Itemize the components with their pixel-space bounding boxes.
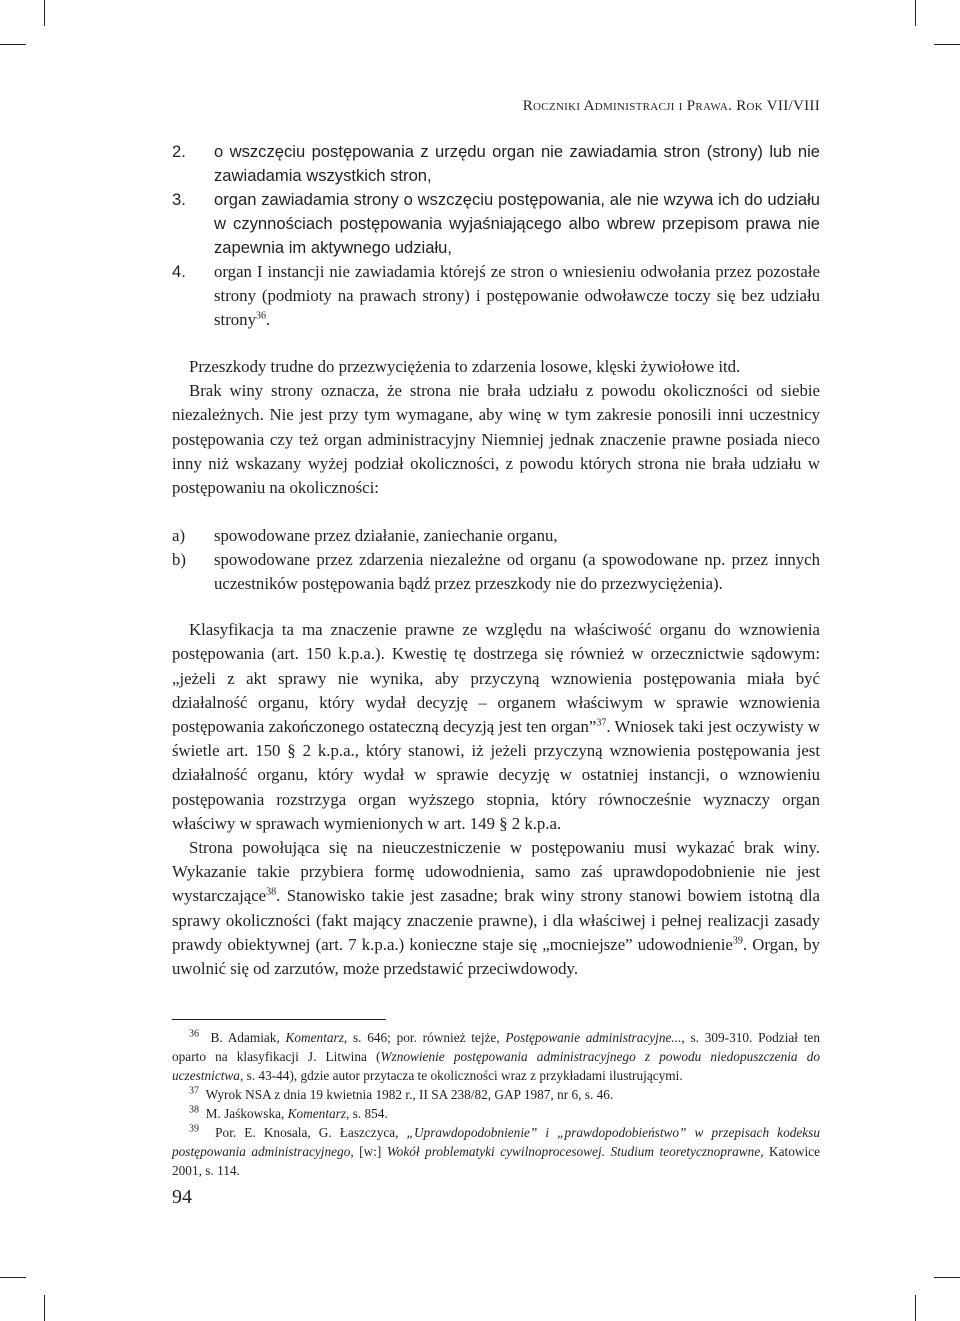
footnote-ref: 38 — [266, 886, 277, 898]
list-text-main: organ I instancji nie zawiadamia którejś ze stron o wniesieniu odwołania przez pozostałe strony (podmioty na prawach strony) i postępowanie odwoławcze toczy się bez udziału strony — [214, 262, 820, 329]
crop-mark — [0, 44, 26, 45]
paragraph: Brak winy strony oznacza, że strona nie brała udziału z powodu okoliczności od siebie niezależnych. Nie jest przy tym wymagane, aby winę w tym zakresie ponosili inni uczestnicy postępowania czy też organ administracyjny Niemniej jednak znaczenie prawne posiada nieco inny niż wskazany wyżej podział okoliczności, z powodu których strona nie brała udziału w postępowaniu na okoliczności: — [172, 381, 820, 498]
footnote-italic: „Uprawdopodobnienie” i „prawdopodobieństwo” w przepisach kodeksu postępowania administracyjnego, — [172, 1125, 820, 1160]
paragraph — [172, 836, 820, 981]
list-number: 2. — [172, 142, 186, 161]
crop-mark — [915, 0, 916, 26]
footnote-text: , s. 854. — [346, 1106, 388, 1122]
list-text: organ zawiadamia strony o wszczęciu postępowania, ale nie wzywa ich do udziału w czynnościach postępowania wyjaśniającego albo wbrew przepisom prawa nie zapewnia im aktywnego udziału, — [214, 190, 820, 257]
paragraph: Przeszkody trudne do przezwyciężenia to zdarzenia losowe, klęski żywiołowe itd. — [189, 357, 741, 376]
footnote-text: Por. E. Knosala, G. Łaszczyca, — [215, 1125, 407, 1141]
paragraph-text: Klasyfikacja ta ma znaczenie prawne ze względu na właściwość organu do wznowienia postępowania (art. 150 k.p.a.). Kwestię tę dostrzega się również w orzecznictwie sądowym: „jeżeli z akt sprawy nie wynika, aby przyczyną wznowienia postępowania miała być działalność organu, który wydał decyzję – organem właściwym w sprawie wznowienia postępowania zakończonego ostateczną decyzją jest ten organ” — [172, 620, 820, 737]
footnote-text: B. Adamiak, — [210, 1030, 286, 1046]
paragraph — [172, 618, 820, 836]
footnotes — [172, 1028, 820, 1180]
crop-mark — [44, 1295, 45, 1321]
footnote-italic: Komentarz — [285, 1030, 344, 1046]
list-text-tail: . — [265, 310, 271, 329]
footnote-text: , s. 43-44), gdzie autor przytacza te okoliczności wraz z przykładami ilustrującymi. — [239, 1068, 683, 1084]
footnote-number: 36 — [189, 1028, 199, 1040]
page-number: 94 — [172, 1186, 192, 1208]
footnote — [172, 1085, 820, 1104]
list-number: 4. — [172, 262, 186, 281]
footnote-italic: Wznowienie postępowania administracyjnego z powodu niedopuszczenia do uczestnictwa — [172, 1049, 820, 1084]
paragraph-text: . Stanowisko takie jest zasadne; brak winy strony stanowi bowiem istotną dla sprawy okoliczności (fakt mający znaczenie prawne), i dla właściwej i pełnej realizacji zasady prawdy obiektywnej (art. 7 k.p.a.) konieczne staje się „mocniejsze” udowodnienie — [172, 886, 820, 954]
paragraph-text: . Organ, by uwolnić się od zarzutów, może przedstawić przeciwdowody. — [172, 934, 820, 979]
footnote-number: 38 — [189, 1104, 199, 1116]
list-item — [172, 524, 820, 548]
footnote-text: , s. 309-310. Podział ten oparto na klasyfikacji J. Litwina ( — [172, 1030, 820, 1065]
footnote-text: Wyrok NSA z dnia 19 kwietnia 1982 r., II SA 238/82, GAP 1987, nr 6, s. 46. — [205, 1087, 614, 1103]
running-header: Roczniki Administracji i Prawa. Rok VII/VIII — [522, 98, 820, 114]
crop-mark — [0, 1277, 26, 1278]
list-text: spowodowane przez działanie, zaniechanie organu, — [214, 526, 558, 546]
footnote-ref: 39 — [732, 935, 743, 947]
list-letter: b) — [172, 550, 186, 570]
lettered-list — [172, 524, 820, 596]
footnote — [172, 1028, 820, 1085]
list-letter: a) — [172, 526, 186, 546]
footnote-text: M. Jaśkowska, — [205, 1106, 288, 1122]
footnote — [172, 1123, 820, 1180]
list-number: 3. — [172, 190, 186, 209]
page-body — [172, 140, 820, 1180]
footnote-ref: 37 — [596, 717, 607, 729]
list-text: o wszczęciu postępowania z urzędu organ nie zawiadamia stron (strony) lub nie zawiadamia wszystkich stron, — [214, 142, 820, 185]
crop-mark — [915, 1295, 916, 1321]
footnote-italic: Wokół problematyki cywilnoprocesowej. Studium teoretycznoprawne, — [386, 1144, 764, 1160]
list-item — [172, 548, 820, 596]
crop-mark — [934, 1277, 960, 1278]
paragraph-text: . Wniosek taki jest oczywisty w świetle art. 150 § 2 k.p.a., który stanowi, iż jeżeli przyczyną wznowienia postępowania jest działalność organu, który wydał w sprawie decyzję w ostatniej instancji, o wznowieniu postępowania rozstrzyga organ wyższego stopnia, który równocześnie wyznaczy organ właściwy w sprawach wymienionych w art. 149 § 2 k.p.a. — [172, 717, 820, 833]
footnote-ref: 36 — [255, 310, 266, 322]
footnote-text: , s. 646; por. również tejże, — [343, 1030, 506, 1046]
list-text: spowodowane przez zdarzenia niezależne od organu (a spowodowane np. przez innych uczestników postępowania bądź przez przeszkody nie do przezwyciężenia). — [214, 550, 820, 594]
footnote-italic: Komentarz — [287, 1106, 347, 1122]
footnote — [172, 1104, 820, 1123]
numbered-list — [172, 140, 820, 332]
footnote-italic: Postępowanie administracyjne... — [505, 1030, 682, 1046]
footnote-text: [w:] — [353, 1144, 387, 1160]
crop-mark — [934, 44, 960, 45]
footnote-text: Katowice 2001, s. 114. — [172, 1144, 820, 1179]
list-text — [214, 260, 820, 332]
list-item — [172, 188, 820, 260]
list-item — [172, 140, 820, 188]
list-item — [172, 260, 820, 332]
crop-mark — [44, 0, 45, 26]
footnote-number: 39 — [189, 1123, 199, 1135]
footnote-number: 37 — [189, 1085, 199, 1097]
paragraph-text: Strona powołująca się na nieuczestniczenie w postępowaniu musi wykazać brak winy. Wykazanie takie przybiera formę udowodnienia, samo zaś uprawdopodobnienie nie jest wystarczające — [172, 838, 820, 906]
